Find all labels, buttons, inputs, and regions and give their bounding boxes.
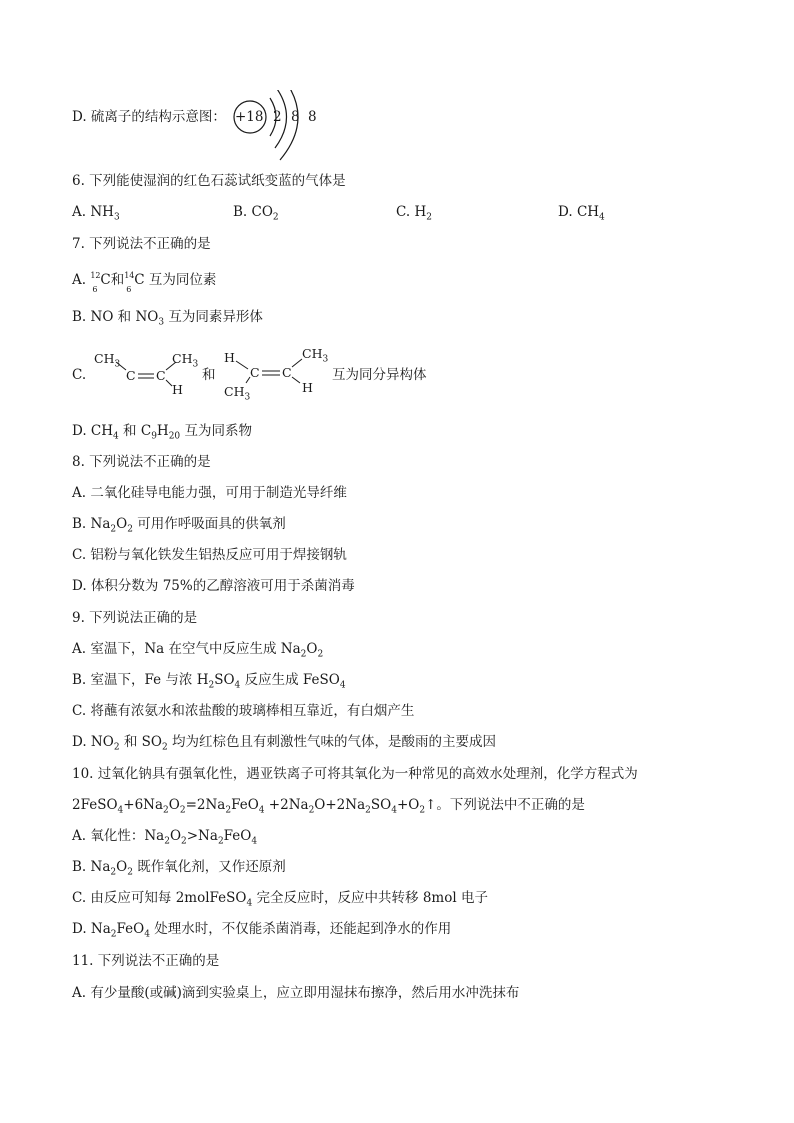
question-10-stem: 10. 过氧化钠具有强氧化性，遇亚铁离子可将其氧化为一种常见的高效水处理剂，化学方程式为 bbox=[72, 766, 638, 782]
q7-option-c-and: 和 bbox=[202, 367, 216, 383]
q7-option-a: A. 12 6 C和 14 6 C 互为同位素 bbox=[72, 271, 217, 294]
shell-2: 8 bbox=[291, 109, 300, 125]
q6-option-a: A. $NH_3$ bbox=[72, 204, 120, 223]
q8-option-a: A. 二氧化硅导电能力强，可用于制造光导纤维 bbox=[72, 485, 347, 501]
q8-option-d: D. 体积分数为 75%的乙醇溶液可用于杀菌消毒 bbox=[72, 578, 355, 594]
q7-option-d: D. $CH_4$ 和 $C_9H_{20}$ 互为同系物 bbox=[72, 423, 252, 442]
q6-option-b: B. $CO_2$ bbox=[233, 204, 279, 223]
shell-1: 2 bbox=[273, 109, 282, 125]
q10-option-b: B. $Na_2O_2$ 既作氧化剂，又作还原剂 bbox=[72, 859, 286, 878]
q9-option-d: D. $NO_2$ 和 $SO_2$ 均为红棕色且有刺激性气味的气体，是酸雨的主要成因 bbox=[72, 734, 496, 753]
molecule-cis-2-butene: $CH_3$ C C $CH_3$ H bbox=[94, 351, 199, 397]
nucleus-charge: +18 bbox=[235, 109, 264, 125]
molecule-trans-2-butene: H C C $CH_3$ $CH_3$ H bbox=[224, 346, 329, 403]
question-8-stem: 8. 下列说法不正确的是 bbox=[72, 454, 211, 470]
question-7-stem: 7. 下列说法不正确的是 bbox=[72, 236, 211, 252]
q7-option-b: B. NO 和 $NO_3$ 互为同素异形体 bbox=[72, 309, 263, 328]
q6-option-c: C. $H_2$ bbox=[396, 204, 432, 223]
question-11-stem: 11. 下列说法不正确的是 bbox=[72, 953, 220, 969]
option-d-text: D. 硫离子的结构示意图： bbox=[72, 109, 226, 125]
q9-option-a: A. 室温下，Na 在空气中反应生成 $Na_2O_2$ bbox=[72, 641, 324, 660]
q10-option-d: D. $Na_2FeO_4$ 处理水时，不仅能杀菌消毒，还能起到净水的作用 bbox=[72, 921, 452, 940]
shell-3: 8 bbox=[308, 109, 317, 125]
sulfur-ion-structure bbox=[72, 90, 332, 166]
q9-option-c: C. 将蘸有浓氨水和浓盐酸的玻璃棒相互靠近，有白烟产生 bbox=[72, 703, 415, 719]
q10-option-c: C. 由反应可知每 2molFeSO$_4$ 完全反应时，反应中共转移 8mol 电子 bbox=[72, 890, 488, 909]
q10-equation: $2FeSO_4+6Na_2O_2=2Na_2FeO_4$ $+2Na_2O+2Na_2SO_4+O_2↑$。下列说法中不正确的是 bbox=[72, 797, 585, 816]
atom-diagram bbox=[72, 90, 332, 166]
q11-option-a: A. 有少量酸(或碱)滴到实验桌上，应立即用湿抹布擦净，然后用水冲洗抹布 bbox=[72, 985, 520, 1001]
q7-option-c-tail: 互为同分异构体 bbox=[332, 367, 427, 383]
q7-option-c-label: C. bbox=[72, 367, 87, 383]
q8-option-b: B. $Na_2O_2$ 可用作呼吸面具的供氧剂 bbox=[72, 516, 286, 535]
q9-option-b: B. 室温下，Fe 与浓 $H_2SO_4$ 反应生成 FeSO$_4$ bbox=[72, 672, 346, 691]
q8-option-c: C. 铝粉与氧化铁发生铝热反应可用于焊接钢轨 bbox=[72, 547, 347, 563]
question-6-stem: 6. 下列能使湿润的红色石蕊试纸变蓝的气体是 bbox=[72, 173, 346, 189]
question-9-stem: 9. 下列说法正确的是 bbox=[72, 610, 198, 626]
q6-option-d: D. $CH_4$ bbox=[558, 204, 605, 223]
q10-option-a: A. 氧化性：$Na_2O_2>Na_2FeO_4$ bbox=[72, 828, 258, 847]
